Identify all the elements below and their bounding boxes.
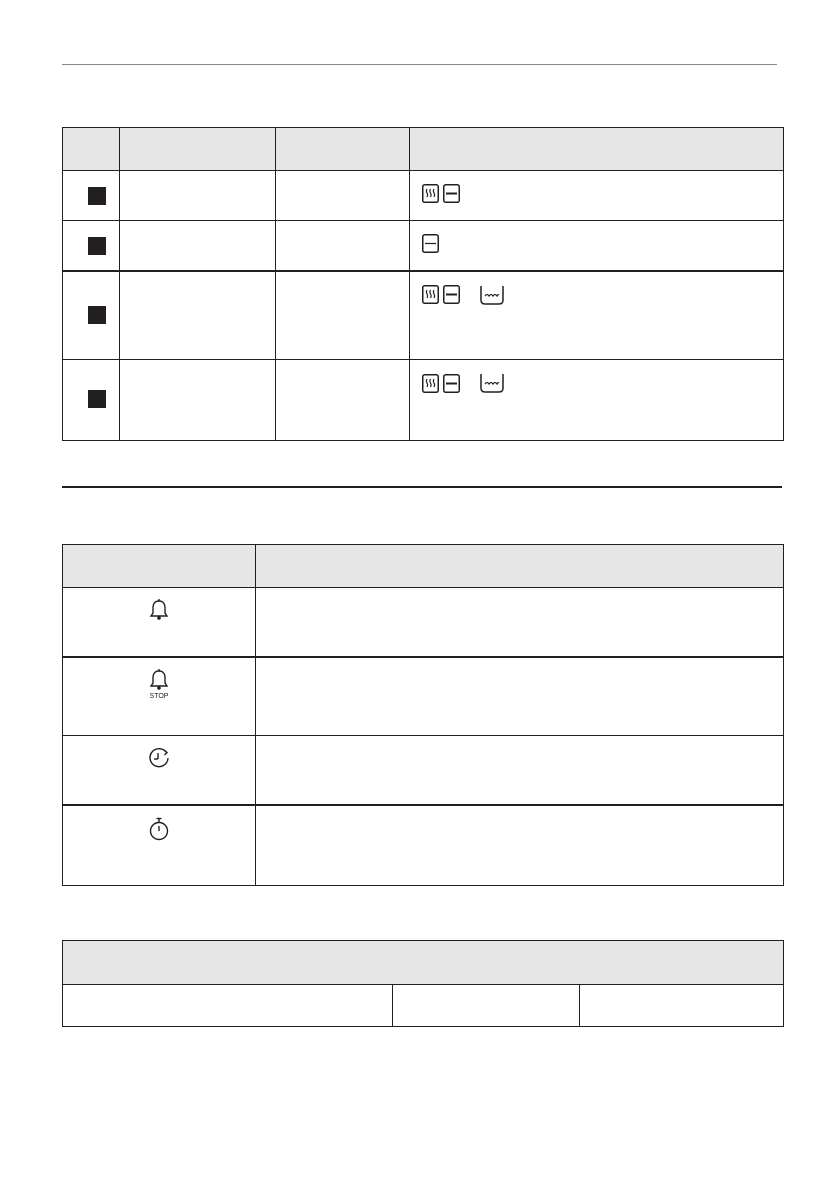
top-rule	[62, 64, 777, 65]
water-tray-icon	[480, 373, 504, 393]
table-row	[63, 805, 784, 886]
description-cell	[256, 736, 784, 805]
top-bottom-heat-icon	[443, 374, 460, 393]
icon-cell	[63, 805, 256, 886]
number-box	[88, 237, 106, 255]
table-row	[63, 588, 784, 657]
bottom-heat-icon	[422, 234, 439, 253]
row-number-cell	[63, 221, 120, 271]
icon-cell	[63, 588, 256, 657]
header-cell	[63, 941, 784, 985]
stop-label: STOP	[149, 692, 169, 700]
table-row	[63, 221, 784, 271]
header-cell	[63, 545, 256, 588]
top-bottom-heat-icon	[443, 184, 460, 203]
settings-table	[62, 940, 784, 1027]
table-row	[63, 171, 784, 221]
steam-grill-icon	[422, 374, 439, 393]
table-cell	[276, 171, 410, 221]
table-cell	[276, 221, 410, 271]
table-cell	[120, 360, 276, 441]
steam-grill-icon	[422, 184, 439, 203]
row-number-cell	[63, 171, 120, 221]
table-header-row	[63, 941, 784, 985]
number-box	[88, 187, 106, 205]
number-box	[88, 306, 106, 324]
icons-cell	[410, 360, 784, 441]
table-row	[63, 360, 784, 441]
table-row	[63, 736, 784, 805]
table-cell	[276, 360, 410, 441]
bell-icon	[148, 598, 170, 622]
bell-stop-icon	[144, 668, 174, 700]
steam-grill-icon	[422, 285, 439, 304]
table-header-row	[63, 128, 784, 171]
header-cell	[410, 128, 784, 171]
icons-cell	[410, 271, 784, 360]
table-cell	[63, 985, 393, 1027]
table-cell	[580, 985, 784, 1027]
number-box	[88, 390, 106, 408]
description-cell	[256, 657, 784, 736]
table-cell	[120, 171, 276, 221]
water-tray-icon	[480, 285, 504, 305]
clock-functions-table	[62, 544, 784, 886]
icon-cell	[63, 736, 256, 805]
icon-cell	[63, 657, 256, 736]
table-header-row	[63, 545, 784, 588]
header-cell	[120, 128, 276, 171]
description-cell	[256, 588, 784, 657]
table-cell	[276, 271, 410, 360]
clock-delay-icon	[147, 746, 171, 770]
table-cell	[120, 221, 276, 271]
header-cell	[276, 128, 410, 171]
table-cell	[120, 271, 276, 360]
table-row	[63, 985, 784, 1027]
table-row	[63, 657, 784, 736]
table-row	[63, 271, 784, 360]
header-cell	[256, 545, 784, 588]
header-cell	[63, 128, 120, 171]
stopwatch-icon	[147, 816, 171, 842]
row-number-cell	[63, 360, 120, 441]
programmes-table	[62, 127, 784, 441]
icons-cell	[410, 221, 784, 271]
description-cell	[256, 805, 784, 886]
row-number-cell	[63, 271, 120, 360]
table-cell	[393, 985, 580, 1027]
icons-cell	[410, 171, 784, 221]
top-bottom-heat-icon	[443, 285, 460, 304]
section-divider	[62, 486, 782, 488]
